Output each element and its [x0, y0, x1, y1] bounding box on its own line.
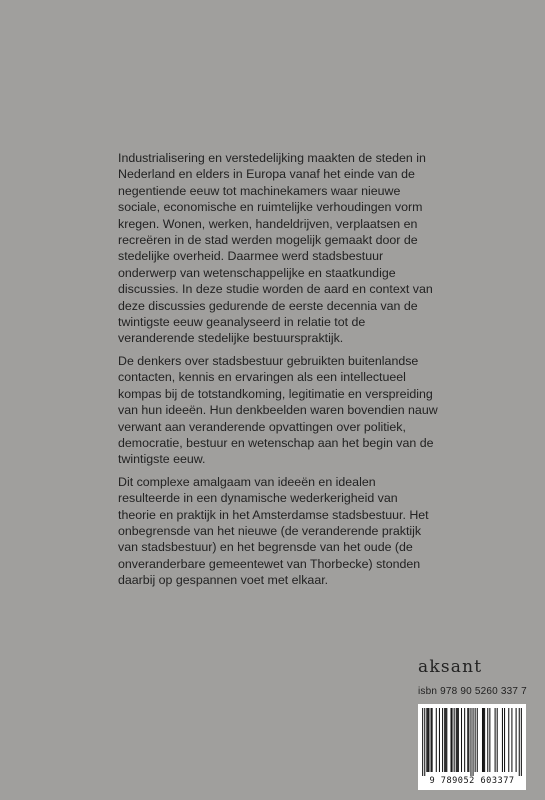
- barcode-bar: [436, 708, 437, 772]
- barcode-bar: [452, 708, 453, 772]
- barcode-bar: [426, 708, 427, 772]
- barcode-bar: [502, 708, 503, 772]
- barcode-bar: [484, 708, 485, 772]
- barcode-bar: [487, 708, 488, 772]
- barcode-bar: [439, 708, 440, 772]
- barcode-bar: [444, 708, 445, 772]
- barcode-bar: [445, 708, 446, 772]
- barcode-bar: [446, 708, 447, 772]
- barcode-bar: [495, 708, 496, 772]
- barcode-bar: [483, 708, 484, 772]
- barcode-bar: [482, 708, 483, 772]
- barcode-bar: [519, 708, 520, 776]
- barcode-bar: [422, 708, 423, 776]
- isbn-number: isbn 978 90 5260 337 7: [418, 686, 527, 697]
- barcode-bar: [508, 708, 509, 772]
- barcode-bar: [470, 708, 471, 776]
- barcode-bar: [489, 708, 490, 772]
- barcode-bar: [432, 708, 433, 772]
- barcode-bar: [458, 708, 459, 772]
- barcode-bar: [427, 708, 428, 772]
- barcode-bar: [464, 708, 465, 772]
- blurb-paragraph-3: Dit complexe amalgaam van ideeën en idealen resulteerde in een dynamische wederkerigheid van theorie en praktijk in het Amsterdamse stadsbestuur. Het onbegrensde van het nieuwe (de veranderende praktijk van stadsbestuur) en het begrensde van het oude (de onveranderbare gemeentewet van Thorbecke) stonden daarbij op gespannen voet met elkaar.: [118, 474, 429, 588]
- barcode-bar: [461, 708, 462, 772]
- barcode: [418, 704, 526, 790]
- barcode-bar: [454, 708, 455, 772]
- barcode-bar: [424, 708, 425, 776]
- barcode-bar: [456, 708, 457, 772]
- barcode-bar: [442, 708, 443, 772]
- blurb-paragraph-1: Industrialisering en verstedelijking maakten de steden in Nederland en elders in Europa vanaf het einde van de negentiende eeuw tot machinekamers waar nieuwe sociale, economische en ruimtelijke verhoudingen vorm kregen. Wonen, werken, handeldrijven, verplaatsen en recreëren in de stad werden mogelijk gemaakt door de stedelijke overheid. Daarmee werd stadsbestuur onderwerp van wetenschappelijke en staatkundige discussies. In deze studie worden de aard en context van deze discussies gedurende de eerste decennia van de twintigste eeuw geanalyseerd in relatie tot de veranderende stedelijke bestuurspraktijk.: [118, 151, 433, 346]
- barcode-bar: [521, 708, 522, 776]
- barcode-bar: [450, 708, 451, 772]
- barcode-bar: [431, 708, 432, 772]
- back-cover-blurb: [118, 150, 438, 595]
- barcode-bar: [497, 708, 498, 772]
- barcode-digits: 9 789052 603377: [429, 776, 515, 786]
- barcode-bar: [516, 708, 517, 772]
- barcode-bar: [468, 708, 469, 772]
- barcode-bar: [457, 708, 458, 772]
- barcode-bar: [467, 708, 468, 772]
- publisher-logo: aksant: [418, 657, 483, 677]
- blurb-paragraph-2: De denkers over stadsbestuur gebruikten buitenlandse contacten, kennis en ervaringen als een intellectueel kompas bij de totstandkoming, legitimatie en verspreiding van hun ideeën. Hun denkbeelden waren bovendien nauw verwant aan veranderende opvattingen over politiek, democratie, bestuur en wetenschap aan het begin van de twintigste eeuw.: [118, 353, 438, 467]
- barcode-bar: [511, 708, 512, 772]
- barcode-bar: [473, 708, 474, 776]
- barcode-bar: [477, 708, 478, 772]
- barcode-bar: [504, 708, 505, 772]
- barcode-bar: [475, 708, 476, 772]
- barcode-bar: [428, 708, 429, 772]
